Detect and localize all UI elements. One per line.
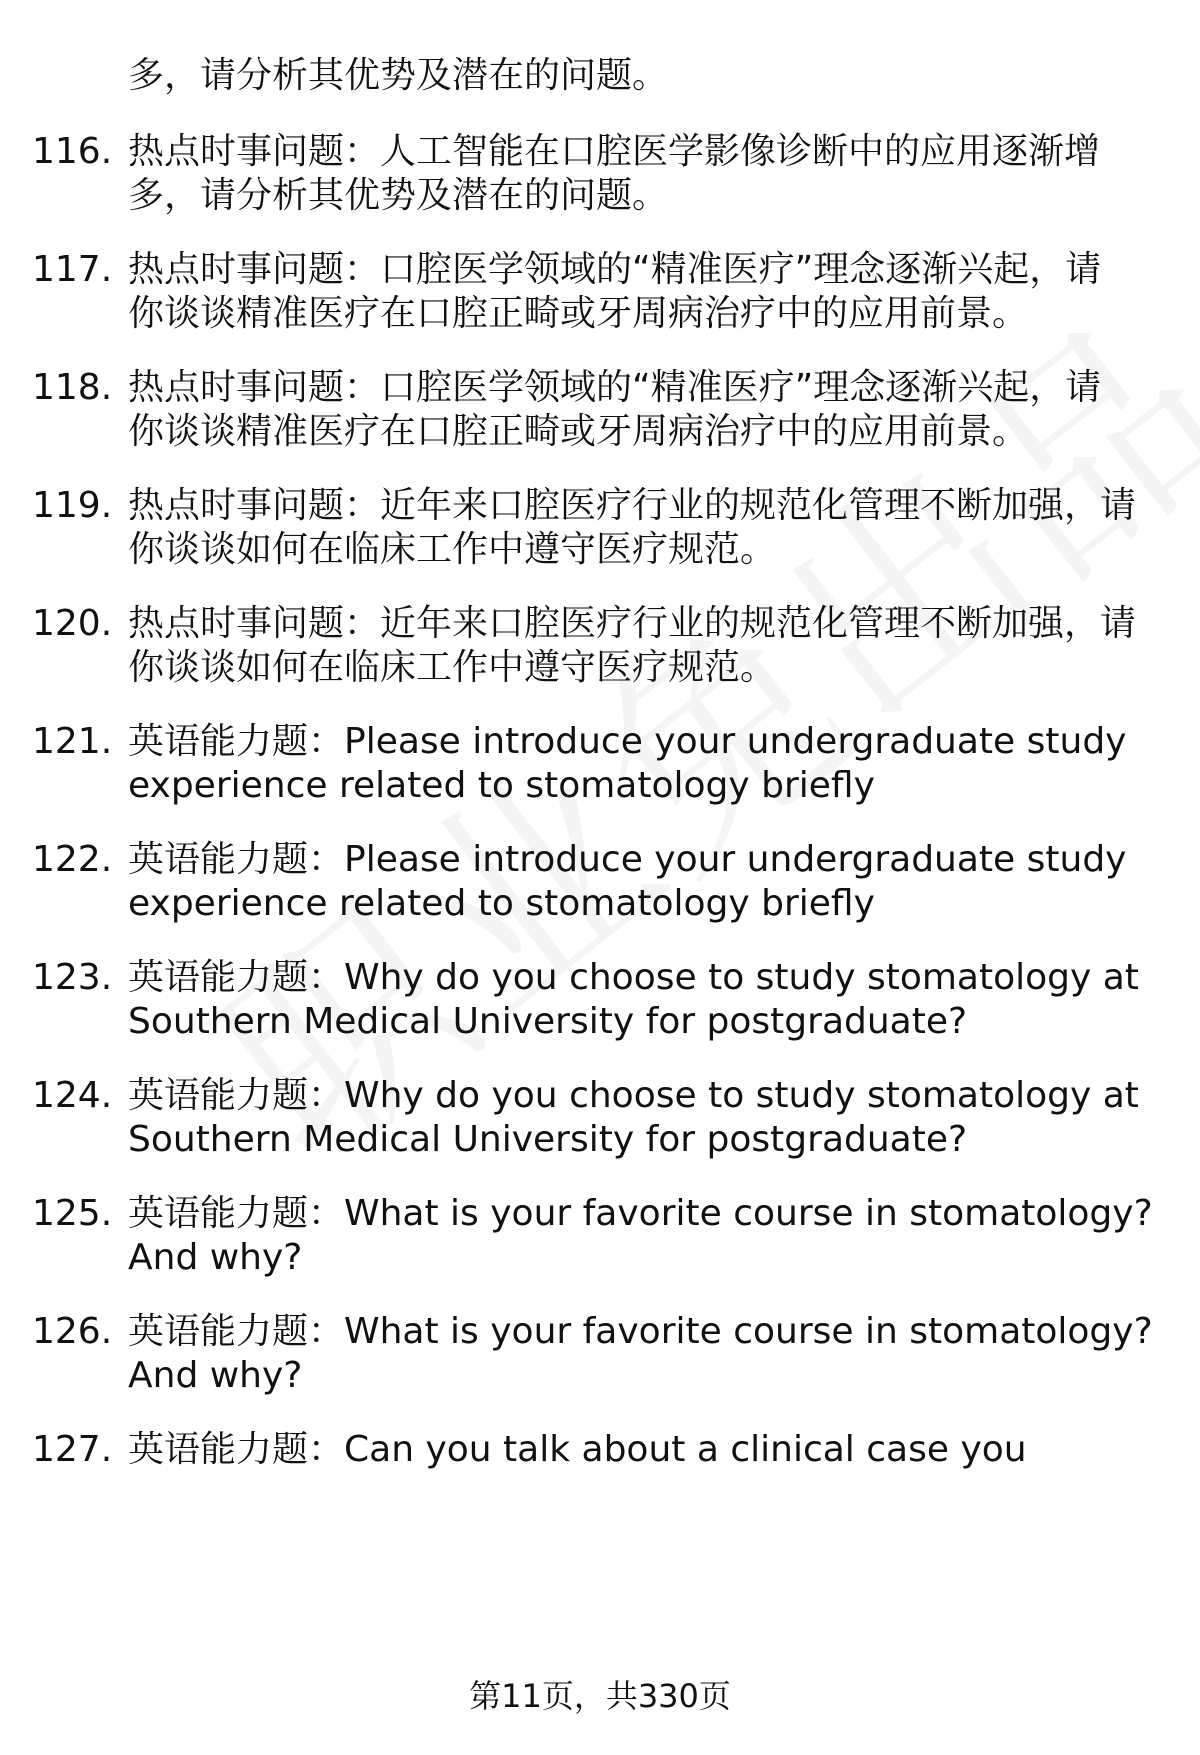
item-number: 126. [32,1311,113,1352]
item-text-line: experience related to stomatology briefly [128,883,875,924]
item-text-line: And why? [128,1237,303,1278]
item-text-line: 你谈谈精准医疗在口腔正畸或牙周病治疗中的应用前景。 [128,293,1029,334]
item-text-line: 热点时事问题：口腔医学领域的“精准医疗”理念逐渐兴起，请 [128,367,1102,408]
item-text-line: 英语能力题：Can you talk about a clinical case you [128,1429,1027,1470]
item-text-line: 热点时事问题：人工智能在口腔医学影像诊断中的应用逐渐增 [128,131,1101,172]
item-text-line: Southern Medical University for postgraduate? [128,1001,968,1042]
item-text-line: And why? [128,1355,303,1396]
item-number: 118. [32,367,113,408]
item-text-line: 英语能力题：What is your favorite course in stomatology? [128,1311,1153,1352]
item-text-line: 英语能力题：Please introduce your undergraduate study [128,721,1127,762]
item-text-line: 热点时事问题：近年来口腔医疗行业的规范化管理不断加强，请 [128,485,1137,526]
item-number: 121. [32,721,113,762]
item-number: 123. [32,957,113,998]
item-text-line: 英语能力题：What is your favorite course in stomatology? [128,1193,1153,1234]
page-footer: 第11页，共330页 [469,1677,731,1715]
item-number: 127. [32,1429,113,1470]
item-text-line: 热点时事问题：近年来口腔医疗行业的规范化管理不断加强，请 [128,603,1137,644]
item-text-line: 热点时事问题：口腔医学领域的“精准医疗”理念逐渐兴起，请 [128,249,1102,290]
item-number: 124. [32,1075,113,1116]
item-text-line: 英语能力题：Why do you choose to study stomatology at [128,1075,1139,1116]
item-text-line: 你谈谈如何在临床工作中遵守医疗规范。 [128,647,777,688]
item-text-line: 你谈谈如何在临床工作中遵守医疗规范。 [128,529,777,570]
item-number: 120. [32,603,113,644]
item-text-line: 英语能力题：Please introduce your undergraduate study [128,839,1127,880]
item-text-line: 多，请分析其优势及潜在的问题。 [128,55,669,96]
item-number: 122. [32,839,113,880]
item-number: 117. [32,249,113,290]
item-text-line: 多，请分析其优势及潜在的问题。 [128,175,669,216]
item-text-line: experience related to stomatology briefly [128,765,875,806]
item-text-line: 你谈谈精准医疗在口腔正畸或牙周病治疗中的应用前景。 [128,411,1029,452]
item-text-line: 英语能力题：Why do you choose to study stomatology at [128,957,1139,998]
item-number: 119. [32,485,113,526]
item-number: 125. [32,1193,113,1234]
item-text-line: Southern Medical University for postgraduate? [128,1119,968,1160]
item-number: 116. [32,131,113,172]
